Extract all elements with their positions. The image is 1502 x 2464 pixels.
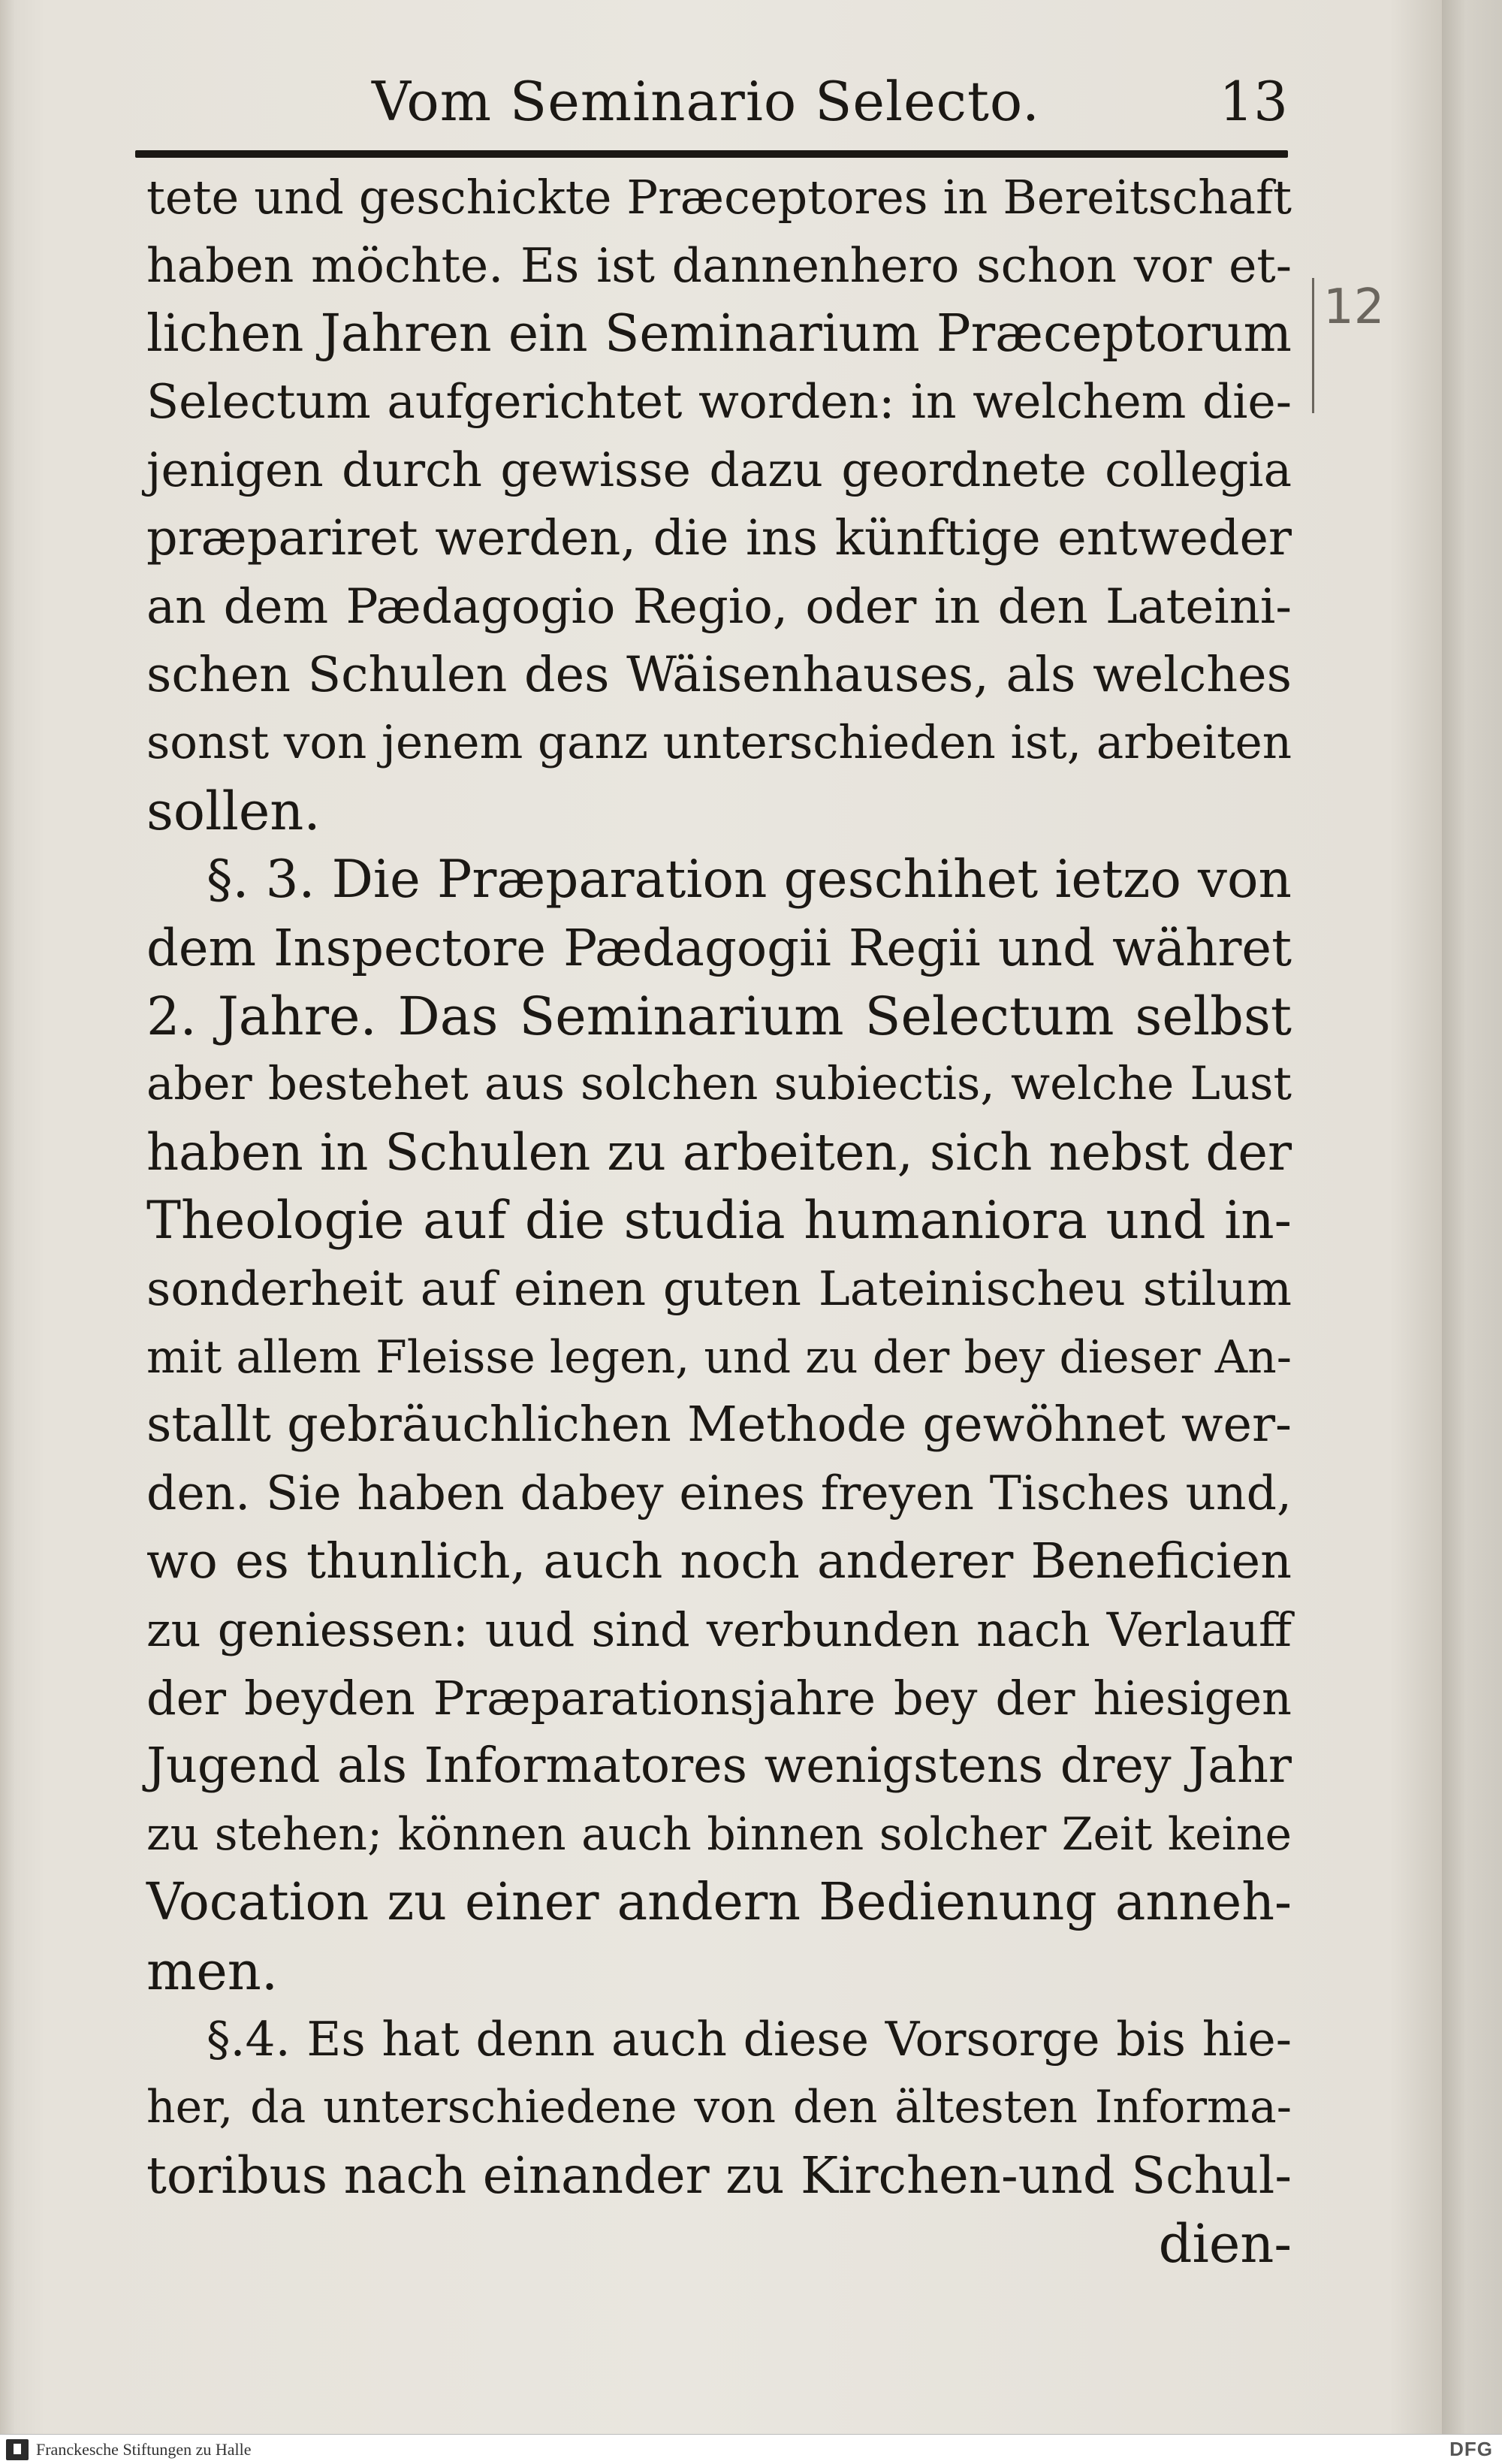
text-line: aber bestehet aus solchen subiectis, welche Lust [146, 1057, 1292, 1111]
running-title: Vom Seminario Selecto. [372, 70, 1040, 133]
text-line: Vocation zu einer andern Bedienung anneh- [146, 1872, 1292, 1932]
page-number: 13 [1219, 70, 1288, 133]
text-line: 2. Jahre. Das Seminarium Selectum selbst [146, 985, 1292, 1047]
institution-logo-icon [6, 2439, 29, 2460]
text-line: lichen Jahren ein Seminarium Præceptorum [146, 303, 1292, 364]
text-line: der beyden Præparationsjahre bey der hiesigen [146, 1670, 1292, 1726]
text-line: sonst von jenem ganz unterschieden ist, arbeiten [146, 716, 1292, 770]
text-line: Selectum aufgerichtet worden: in welchem die- [146, 374, 1292, 430]
source-credit: Franckesche Stiftungen zu Halle [36, 2440, 252, 2459]
funder-logo: DFG [1449, 2438, 1493, 2460]
text-line: mit allem Fleisse legen, und zu der bey dieser An- [146, 1330, 1292, 1384]
text-line: dem Inspectore Pædagogii Regii und währet [146, 918, 1292, 977]
text-line: wo es thunlich, auch noch anderer Beneficien [146, 1532, 1292, 1590]
marginal-note: 12 [1323, 279, 1385, 335]
text-line: sollen. [146, 781, 321, 843]
text-line: schen Schulen des Wäisenhauses, als welches [146, 646, 1292, 703]
text-line: Jugend als Informatores wenigstens drey Jahr [146, 1738, 1292, 1795]
text-line: an dem Pædagogio Regio, oder in den Lateini- [146, 578, 1292, 635]
running-header [146, 64, 1288, 146]
text-line: men. [146, 1940, 279, 2002]
text-line: toribus nach einander zu Kirchen-und Schul- [146, 2146, 1292, 2206]
text-line: her, da unterschiedene von den ältesten Informa- [146, 2081, 1292, 2134]
text-line: den. Sie haben dabey eines freyen Tisches und, [146, 1466, 1292, 1521]
paragraph-start: §. 3. Die Præparation geschihet ietzo von [207, 849, 1292, 910]
text-line: zu stehen; können auch binnen solcher Zeit keine [146, 1808, 1292, 1862]
text-line: stallt gebräuchlichen Methode gewöhnet wer- [146, 1397, 1292, 1454]
text-line: Theologie auf die studia humaniora und in- [146, 1190, 1292, 1251]
body-text [146, 164, 1292, 2278]
page-edge [1442, 0, 1502, 2434]
text-line: zu geniessen: uud sind verbunden nach Verlauff [146, 1602, 1292, 1657]
text-line: haben in Schulen zu arbeiten, sich nebst der [146, 1123, 1292, 1182]
marginal-bar [1312, 278, 1314, 413]
catchword: dien- [1158, 2212, 1292, 2275]
text-line: tete und geschickte Præceptores in Bereitschaft [146, 170, 1292, 225]
text-line: præpariret werden, die ins künftige entweder [146, 509, 1292, 566]
header-rule [135, 150, 1288, 158]
text-line: jenigen durch gewisse dazu geordnete collegia [146, 442, 1292, 498]
text-line: haben möchte. Es ist dannenhero schon vor et- [146, 237, 1292, 293]
text-line: sonderheit auf einen guten Lateinischeu stilum [146, 1261, 1292, 1316]
viewer-footer [0, 2434, 1502, 2464]
paragraph-start: §.4. Es hat denn auch diese Vorsorge bis hie- [207, 2011, 1292, 2067]
